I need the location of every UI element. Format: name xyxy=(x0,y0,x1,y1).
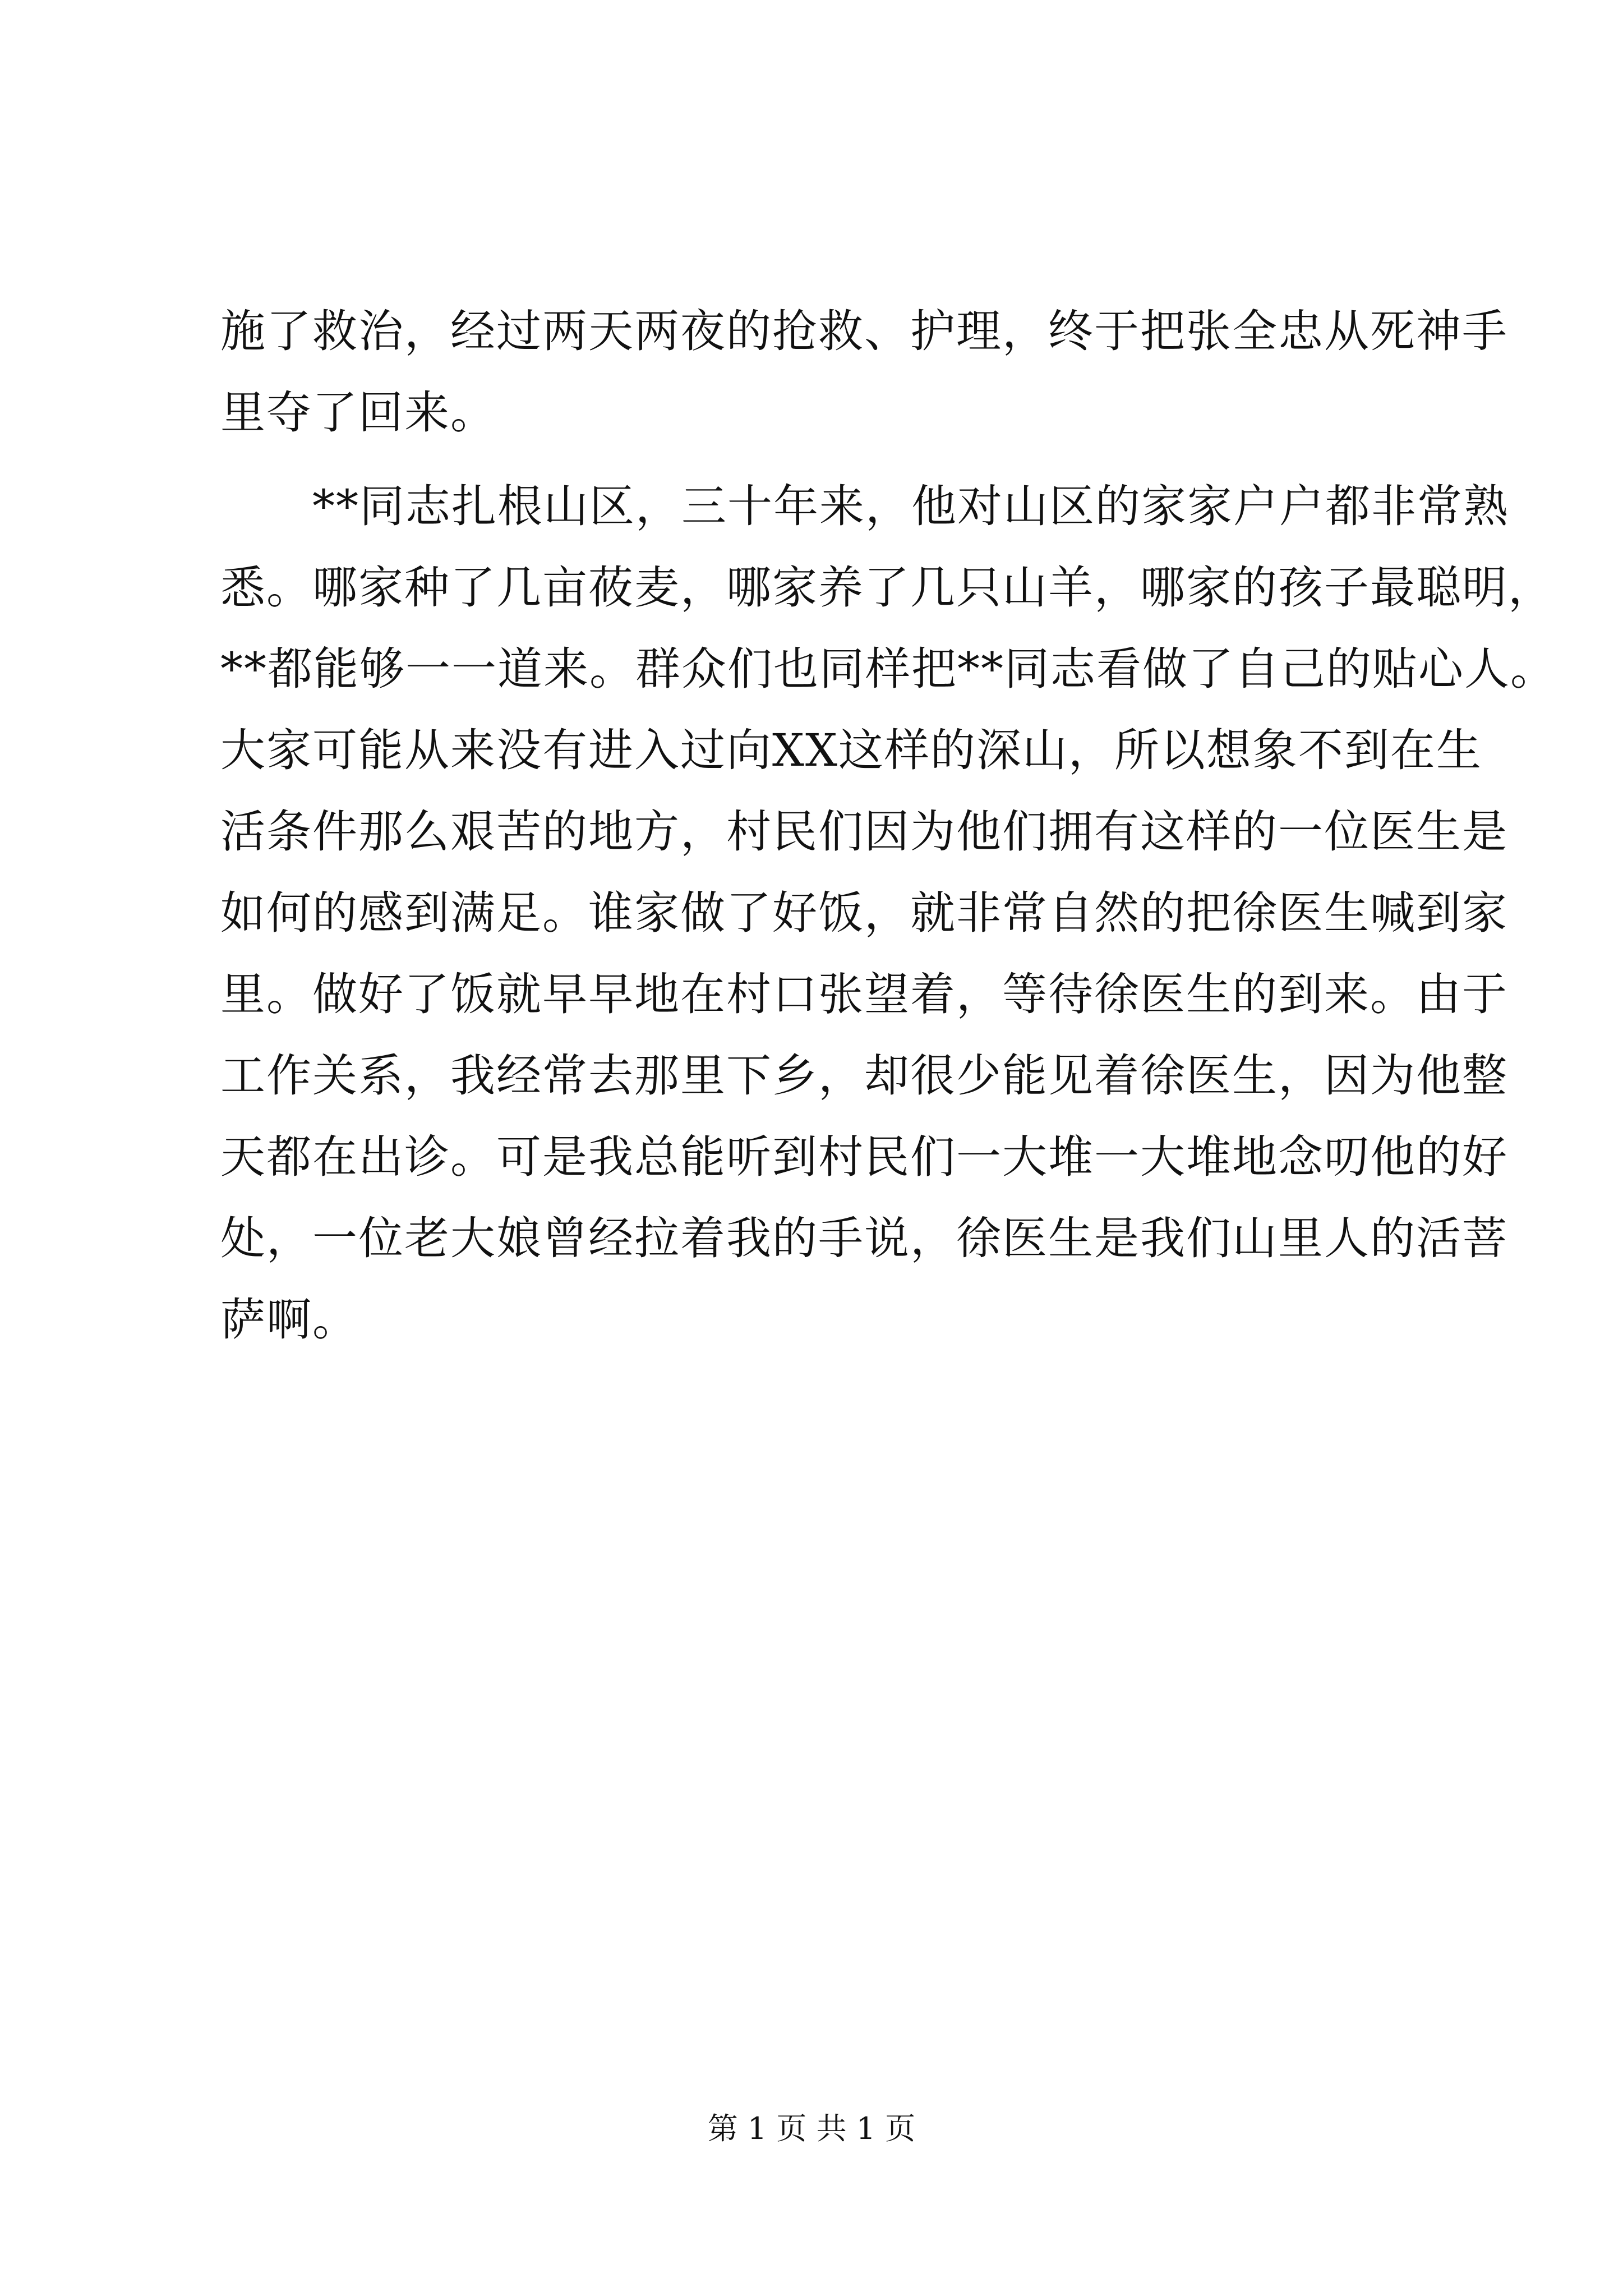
text-line: **同志扎根山区，三十年来，他对山区的家家户户都非常熟 xyxy=(220,480,1509,532)
text-line: 天都在出诊。可是我总能听到村民们一大堆一大堆地念叨他的好 xyxy=(220,1131,1508,1183)
text-line: 里夺了回来。 xyxy=(220,386,496,439)
text-line: 工作关系，我经常去那里下乡，却很少能见着徐医生，因为他整 xyxy=(220,1050,1508,1102)
paragraph-gap xyxy=(220,453,1426,466)
page-footer: 第 1 页 共 1 页 xyxy=(707,2111,916,2146)
text-line: 大家可能从来没有进入过向XX这样的深山，所以想象不到在生 xyxy=(220,724,1482,776)
text-line: 悉。哪家种了几亩莜麦，哪家养了几只山羊，哪家的孩子最聪明， xyxy=(220,562,1554,614)
text-line: 如何的感到满足。谁家做了好饭，就非常自然的把徐医生喊到家 xyxy=(220,887,1508,939)
text-line: 施了救治，经过两天两夜的抢救、护理，终于把张全忠从死神手 xyxy=(220,305,1508,357)
text-line: 活条件那么艰苦的地方，村民们因为他们拥有这样的一位医生是 xyxy=(220,806,1508,858)
text-line: 里。做好了饭就早早地在村口张望着，等待徐医生的到来。由于 xyxy=(220,968,1508,1020)
text-line: 萨啊。 xyxy=(220,1294,358,1346)
paragraph-2 xyxy=(220,466,1556,1360)
text-line: 处，一位老大娘曾经拉着我的手说，徐医生是我们山里人的活菩 xyxy=(220,1212,1508,1264)
document-body xyxy=(220,291,1556,1360)
paragraph-1 xyxy=(220,291,1508,453)
text-line: **都能够一一道来。群众们也同样把**同志看做了自己的贴心人。 xyxy=(220,643,1556,695)
